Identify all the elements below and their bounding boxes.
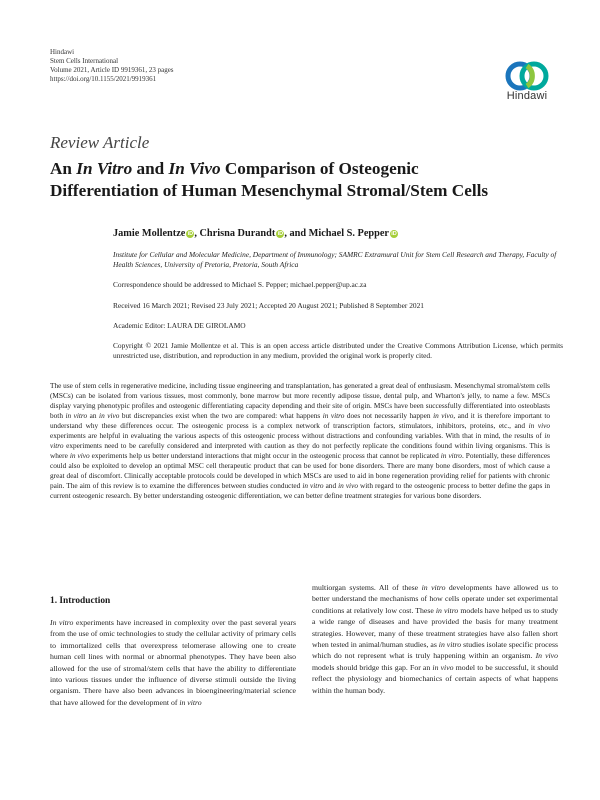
- body-column-left: In vitro experiments have increased in complexity over the past several years from the use of omic technologies to study the cellular activity of primary cells to immortalized cells that overexpress telomerase allowing one to create human cell lines with normal or abnormal phenotypes. They have been also allowed for the use of stromal/stem cells that have the ability to differentiate into various tissues under the influence of diverse stimuli outside the living organism. There have also been advances in bioengineering/material science that have allowed for the development of in vitro: [50, 618, 296, 707]
- orcid-icon[interactable]: iD: [187, 231, 194, 237]
- publisher-name: Hindawi: [50, 48, 75, 56]
- academic-editor: Academic Editor: LAURA DE GIROLAMO: [113, 321, 246, 330]
- author-name[interactable]: , Chrisna Durandt: [194, 228, 276, 239]
- copyright-notice: Copyright © 2021 Jamie Mollentze et al. This is an open access article distributed under the Creative Commons Attribution License, which permits unrestricted use, distribution, and reproduction in any medium, provided the original work is properly cited.: [113, 341, 563, 360]
- abstract: The use of stem cells in regenerative medicine, including tissue engineering and transplantation, has generated a great deal of enthusiasm. Mesenchymal stromal/stem cells (MSCs) can be isolated from various tissues, most commonly, bone marrow but more recently adipose tissue, dental pulp, and Wharton's jelly, to name a few. MSCs display varying phenotypic profiles and osteogenic differentiating capacity depending and their site of origin. MSCs have been successfully differentiated into osteoblasts both in vitro an in vivo but discrepancies exist when the two are compared: what happens in vitro does not necessarily happen in vivo, and it is therefore important to understand why these differences occur. The osteogenic process is a complex network of transcription factors, stimulators, inhibitors, proteins, etc., and in vivo experiments are helpful in evaluating the various aspects of this osteogenic process without distractions and confounding variables. With that in mind, the results of in vitro experiments need to be carefully considered and interpreted with caution as they do not perfectly replicate the conditions found within living organisms. This is where in vivo experiments help us better understand interactions that might occur in the osteogenic process that cannot be replicated in vitro. Potentially, these differences could also be exploited to develop an optimal MSC cell therapeutic product that can be used for bone disorders. There are many bone disorders, most of which cause a great deal of discomfort. Clinically acceptable protocols could be developed in which MSCs are used to aid in bone regeneration providing relief for patients with chronic pain. The aim of this review is to examine the differences between studies conducted in vitro and in vivo with regard to the osteogenic process to better define the gaps in current osteogenic research. By better understanding osteogenic differentiation, we can better define treatment strategies for various bone disorders.: [50, 381, 551, 500]
- orcid-icon[interactable]: iD: [277, 231, 284, 237]
- section-heading: 1. Introduction: [50, 596, 111, 606]
- journal-meta: [50, 48, 174, 84]
- author-list: [113, 228, 563, 239]
- volume-info: Volume 2021, Article ID 9919361, 23 pages: [50, 66, 174, 74]
- journal-name: Stem Cells International: [50, 57, 119, 65]
- body-column-right: multiorgan systems. All of these in vitro developments have allowed us to better understand the mechanisms of how cells operate under set experimental conditions at relatively low cost. These in vitro models have helped us to study a wide range of diseases and have provided the basis for many treatment strategies. However, many of these treatment strategies have also fallen short when tested in animal/human studies, as in vitro studies isolate specific process which do not represent what is truly happening within an organism. In vivo models should bridge this gap. For an in vivo model to be successful, it should reflect the physiology and biomechanics of certain aspects of what happens within the human body.: [312, 583, 559, 695]
- article-type: Review Article: [50, 133, 150, 152]
- orcid-icon[interactable]: iD: [391, 231, 397, 237]
- logo-wordmark: Hindawi: [506, 90, 548, 102]
- affiliation: Institute for Cellular and Molecular Medicine, Department of Immunology; SAMRC Extramural Unit for Stem Cell Research and Therapy, Faculty of Health Sciences, University of Pretoria, Pretoria, South Africa: [113, 250, 557, 269]
- author-name[interactable]: , and Michael S. Pepper: [284, 228, 389, 239]
- publication-dates: Received 16 March 2021; Revised 23 July 2021; Accepted 20 August 2021; Published 8 September 2021: [113, 301, 424, 310]
- correspondence: Correspondence should be addressed to Michael S. Pepper; michael.pepper@up.ac.za: [113, 280, 367, 289]
- doi-link[interactable]: https://doi.org/10.1155/2021/9919361: [50, 75, 157, 83]
- article-title: An In Vitro and In Vivo Comparison of Osteogenic Differentiation of Human Mesenchymal Stromal/Stem Cells: [50, 159, 489, 200]
- author-name[interactable]: Jamie Mollentze: [113, 228, 186, 239]
